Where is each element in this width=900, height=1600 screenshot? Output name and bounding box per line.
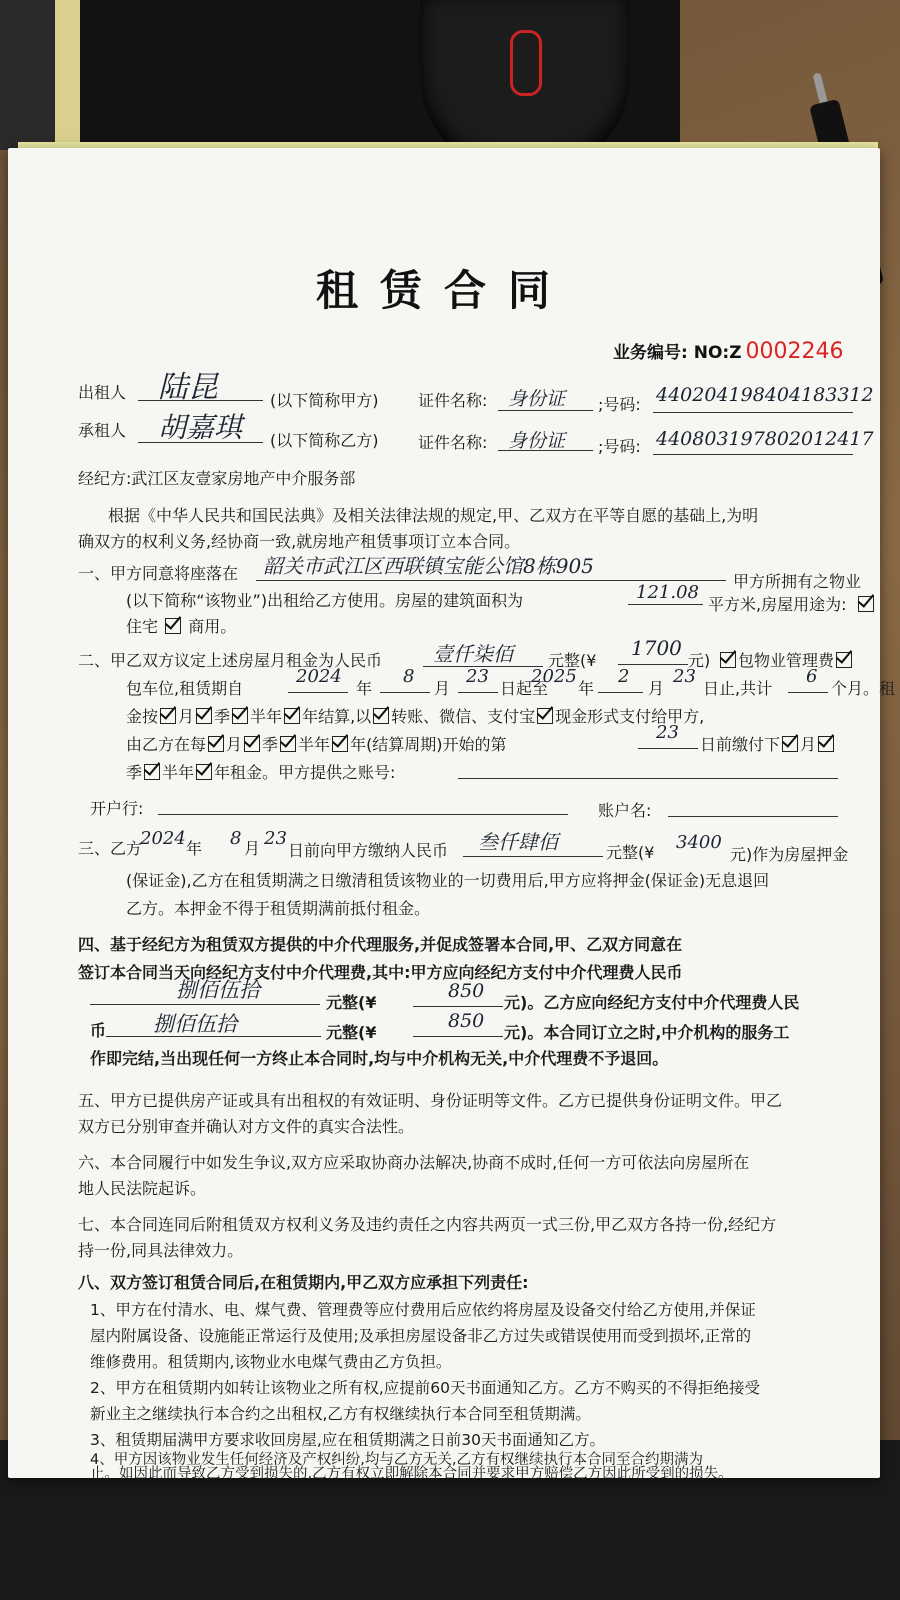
checkbox-residential[interactable] [858,596,874,612]
deposit-date-year: 2024 [140,828,186,849]
deposit-amount-number: 3400 [676,832,722,853]
agency-fee-a-number: 850 [448,980,485,1002]
business-number-value: 0002246 [745,339,844,364]
lessee-label: 承租人 [78,421,127,440]
checkbox-cycle-month[interactable] [208,736,224,752]
lease-end-year: 2025 [531,666,577,687]
lessee-name: 胡嘉琪 [158,411,243,444]
rent-amount-words: 壹仟柒佰 [433,642,513,666]
payment-day: 23 [656,722,679,743]
deposit-date-day: 23 [264,828,287,849]
checkbox-commercial[interactable] [165,618,181,634]
checkbox-cycle-quarter[interactable] [244,736,260,752]
checkbox-pay-cash[interactable] [537,708,553,724]
deposit-amount-words: 叁仟肆佰 [478,830,558,854]
lease-end-month: 2 [618,666,630,687]
agent-line: 经纪方:武江区友壹家房地产中介服务部 [78,469,356,488]
checkbox-pay-transfer[interactable] [373,708,389,724]
checkbox-rent-monthly[interactable] [160,708,176,724]
property-address: 韶关市武江区西联镇宝能公馆8栋905 [263,554,594,578]
contract-page: 租赁合同 业务编号: NO:Z 0002246 出租人 陆昆 (以下简称甲方) 证件名称: 身份证 ;号码: 440204198404183312 承租人 胡嘉琪 (以下简称乙方) 证件名称: 身份证 ;号码: 440803197802012417 经纪方:武江区友壹家房地产中介服务部 根据《中华人民共和国民法典》及相关法律法规的规定,甲、乙双方在平等自愿的基础上,为明 确双方的权利义务,经协商一致,就房地产租赁事项订立本合同。 一、甲方同意将座落在 韶关市武江区西联镇宝能公馆8栋905 甲方所拥有之物业 (以下简称“该物业”)出租给乙方使用。房屋的建筑面积为 121.08 平方米,房屋用途为: 住宅 商用。 二、甲乙双方议定上述房屋月租金为人民币 壹仟柒佰 元整(¥ 1700 元) 包物业管理费 包车位,租赁期自 2024 年 8 月 23 日起至 2025 年 2 月 23 日止,共计 6 个月。租 金按 月 季 半年 年结算,以 转账、微信、支付宝 现金形式支付给甲方, 由乙方在每 月 季 半年 年(结算周期)开始的第 23 日前缴付下 月 季 半年 年租金。甲方提供之账号: 开户行: 账户名: 三、乙方 2024 年 8 月 23 日前向甲方缴纳人民币 叁仟肆佰 元整(¥ 3400 元)作为房屋押金 (保证金),乙方在租赁期满之日缴清租赁该物业的一切费用后,甲方应将押金(保证金)无息退回 乙方。本押金不得于租赁期满前抵付租金。 四、基于经纪方为租赁双方提供的中介代理服务,并促成签署本合同,甲、乙双方同意在 签订本合同当天向经纪方支付中介代理费,其中:甲方应向经纪方支付中介代理费人民币 捌佰伍拾 元整(¥ 850 元)。乙方应向经纪方支付中介代理费人民 币 捌佰伍拾 元整(¥ 850 元)。本合同订立之时,中介机构的服务工 作即完结,当出现任何一方终止本合同时,均与中介机构无关,中介代理费不予退回。 五、甲方已提供房产证或具有出租权的有效证明、身份证明等文件。乙方已提供身份证明文件。甲乙 双方已分别审查并确认对方文件的真实合法性。 六、本合同履行中如发生争议,双方应采取协商办法解决,协商不成时,任何一方可依法向房屋所在 地人民法院起诉。 七、本合同连同后附租赁双方权利义务及违约责任之内容共两页一式三份,甲乙双方各持一份,经纪方 持一份,同具法律效力。 八、双方签订租赁合同后,在租赁期内,甲乙双方应承担下列责任: 1、甲方在付清水、电、煤气费、管理费等应付费用后应依约将房屋及设备交付给乙方使用,并保证 屋内附属设备、设施能正常运行及使用;及承担房屋设备非乙方过失或错误使用而受到损坏,正常的 维修费用。租赁期内,该物业水电煤气费由乙方负担。 2、甲方在租赁期内如转让该物业之所有权,应提前60天书面通知乙方。乙方不购买的不得拒绝接受 新业主之继续执行本合约之出租权,乙方有权继续执行本合同至租赁期满。 3、租赁期届满甲方要求收回房屋,应在租赁期满之日前30天书面通知乙方。 4、甲方因该物业发生任何经济及产权纠纷,均与乙方无关,乙方有权继续执行本合同至合约期满为 止。如因此而导致乙方受到损失的,乙方有权立即解除本合同并要求甲方赔偿乙方因此所受到的损失。 [8,148,880,1478]
deposit-date-month: 8 [230,828,242,849]
checkbox-cycle-halfyear[interactable] [280,736,296,752]
lease-months: 6 [806,666,818,687]
checkbox-rent-quarterly[interactable] [196,708,212,724]
lessor-id-type: 身份证 [508,388,566,410]
lessor-id-number: 440204198404183312 [656,384,874,406]
lease-start-year: 2024 [296,666,342,687]
lease-start-month: 8 [403,666,415,687]
bank-label: 开户行: [90,799,144,818]
lessor-label: 出租人 [78,383,127,402]
checkbox-property-fee[interactable] [720,652,736,668]
checkbox-next-month[interactable] [782,736,798,752]
lease-end-day: 23 [673,666,696,687]
agency-fee-b-number: 850 [448,1010,485,1032]
account-name-label: 账户名: [598,801,652,820]
checkbox-parking[interactable] [836,652,852,668]
lessor-name: 陆昆 [158,370,218,405]
agency-fee-a-words: 捌佰伍拾 [176,978,260,1002]
lease-start-day: 23 [466,666,489,687]
rent-amount-number: 1700 [631,636,682,660]
floor-area: 121.08 [636,582,699,603]
lessee-id-number: 440803197802012417 [656,428,874,450]
contract-title: 租赁合同 [315,266,572,315]
checkbox-rent-halfyear[interactable] [232,708,248,724]
checkbox-cycle-year[interactable] [332,736,348,752]
lessee-id-type: 身份证 [508,430,566,452]
business-number: 业务编号: NO:Z 0002246 [613,339,844,364]
agency-fee-b-words: 捌佰伍拾 [153,1012,237,1036]
checkbox-next-quarter[interactable] [818,736,834,752]
checkbox-rent-yearly[interactable] [284,708,300,724]
checkbox-next-halfyear[interactable] [144,764,160,780]
checkbox-next-year[interactable] [196,764,212,780]
